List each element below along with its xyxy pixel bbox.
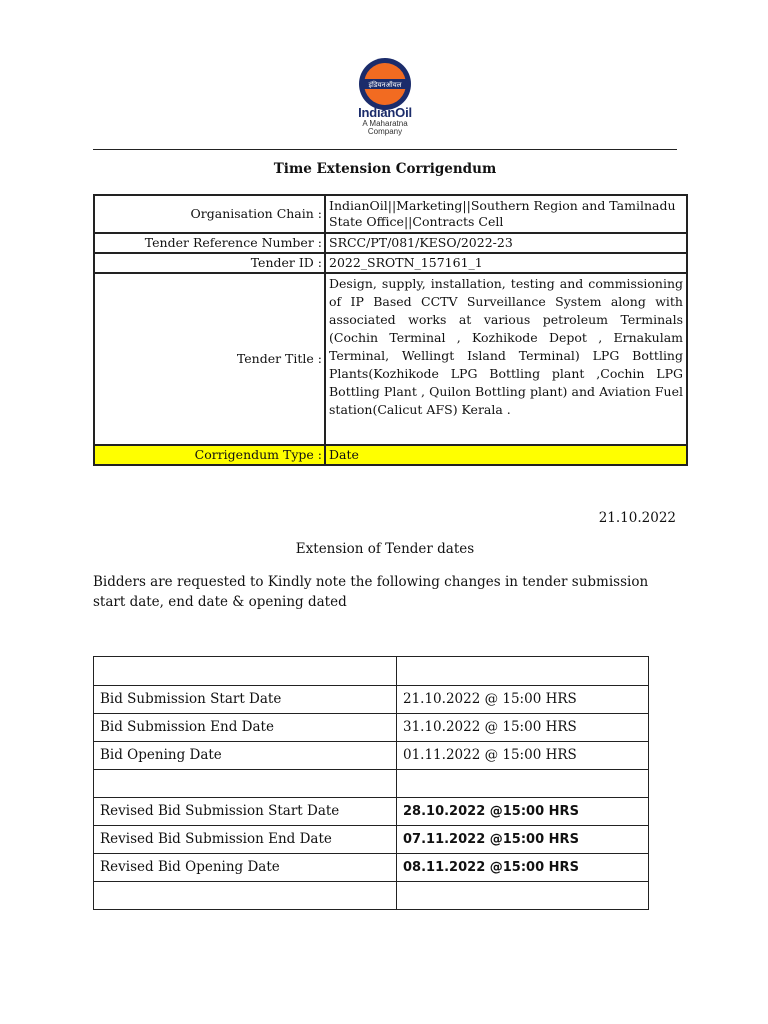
notice-paragraph: Bidders are requested to Kindly note the following changes in tender submission start date, end date & opening dated: [93, 574, 649, 610]
date-value: [397, 882, 649, 910]
extension-heading: Extension of Tender dates: [295, 541, 475, 557]
info-row-title: [94, 273, 687, 445]
date-value: 08.11.2022 @15:00 HRS: [397, 854, 649, 882]
info-label: Tender Reference Number :: [94, 233, 325, 253]
date-value: 31.10.2022 @ 15:00 HRS: [397, 714, 649, 742]
tagline-line-2: Company: [367, 127, 403, 136]
header-divider: [93, 149, 677, 150]
info-value: 2022_SROTN_157161_1: [325, 253, 687, 273]
date-value: 01.11.2022 @ 15:00 HRS: [397, 742, 649, 770]
info-label: Organisation Chain :: [94, 195, 325, 233]
tagline-line-1: A Maharatna: [362, 119, 408, 128]
info-row-tender-id: [94, 253, 687, 273]
dates-row-revised: [94, 826, 649, 854]
tender-dates-table: [93, 656, 649, 910]
date-label: Bid Submission End Date: [94, 714, 397, 742]
info-label: Corrigendum Type :: [94, 445, 325, 465]
date-label: Revised Bid Opening Date: [94, 854, 397, 882]
date-label: [94, 657, 397, 686]
date-value: 21.10.2022 @ 15:00 HRS: [397, 686, 649, 714]
date-value: 07.11.2022 @15:00 HRS: [397, 826, 649, 854]
document-title: Time Extension Corrigendum: [273, 161, 497, 177]
document-date: 21.10.2022: [598, 510, 676, 526]
date-label: [94, 770, 397, 798]
date-value: [397, 657, 649, 686]
info-row-organisation: [94, 195, 687, 233]
info-value: IndianOil||Marketing||Southern Region and Tamilnadu State Office||Contracts Cell: [325, 195, 687, 233]
logo-hindi-text: इंडियनऑयल: [368, 81, 402, 89]
date-value: 28.10.2022 @15:00 HRS: [397, 798, 649, 826]
dates-row-blank: [94, 770, 649, 798]
date-label: Revised Bid Submission End Date: [94, 826, 397, 854]
dates-row-revised: [94, 854, 649, 882]
date-label: Revised Bid Submission Start Date: [94, 798, 397, 826]
info-label: Tender Title :: [94, 273, 325, 445]
dates-row-blank: [94, 882, 649, 910]
dates-row: [94, 714, 649, 742]
logo-text-block: [340, 106, 430, 136]
indianoil-logo: [354, 58, 416, 150]
date-value: [397, 770, 649, 798]
dates-row: [94, 742, 649, 770]
info-label: Tender ID :: [94, 253, 325, 273]
dates-row-blank: [94, 657, 649, 686]
info-row-corrigendum-type: [94, 445, 687, 465]
date-label: Bid Submission Start Date: [94, 686, 397, 714]
dates-row: [94, 686, 649, 714]
tender-info-table: [93, 194, 688, 466]
info-row-reference: [94, 233, 687, 253]
date-label: [94, 882, 397, 910]
info-value: Design, supply, installation, testing and commissioning of IP Based CCTV Surveillance System along with associated works at various petroleum Terminals (Cochin Terminal , Kozhikode Depot , Ernakulam Terminal, Wellingt Island Terminal) LPG Bottling Plants(Kozhikode LPG Bottling plant ,Cochin LPG Bottling Plant , Quilon Bottling plant) and Aviation Fuel station(Calicut AFS) Kerala .: [325, 273, 687, 445]
dates-row-revised: [94, 798, 649, 826]
info-value: SRCC/PT/081/KESO/2022-23: [325, 233, 687, 253]
date-label: Bid Opening Date: [94, 742, 397, 770]
brand-name: IndianOil: [358, 105, 412, 120]
info-value: Date: [325, 445, 687, 465]
